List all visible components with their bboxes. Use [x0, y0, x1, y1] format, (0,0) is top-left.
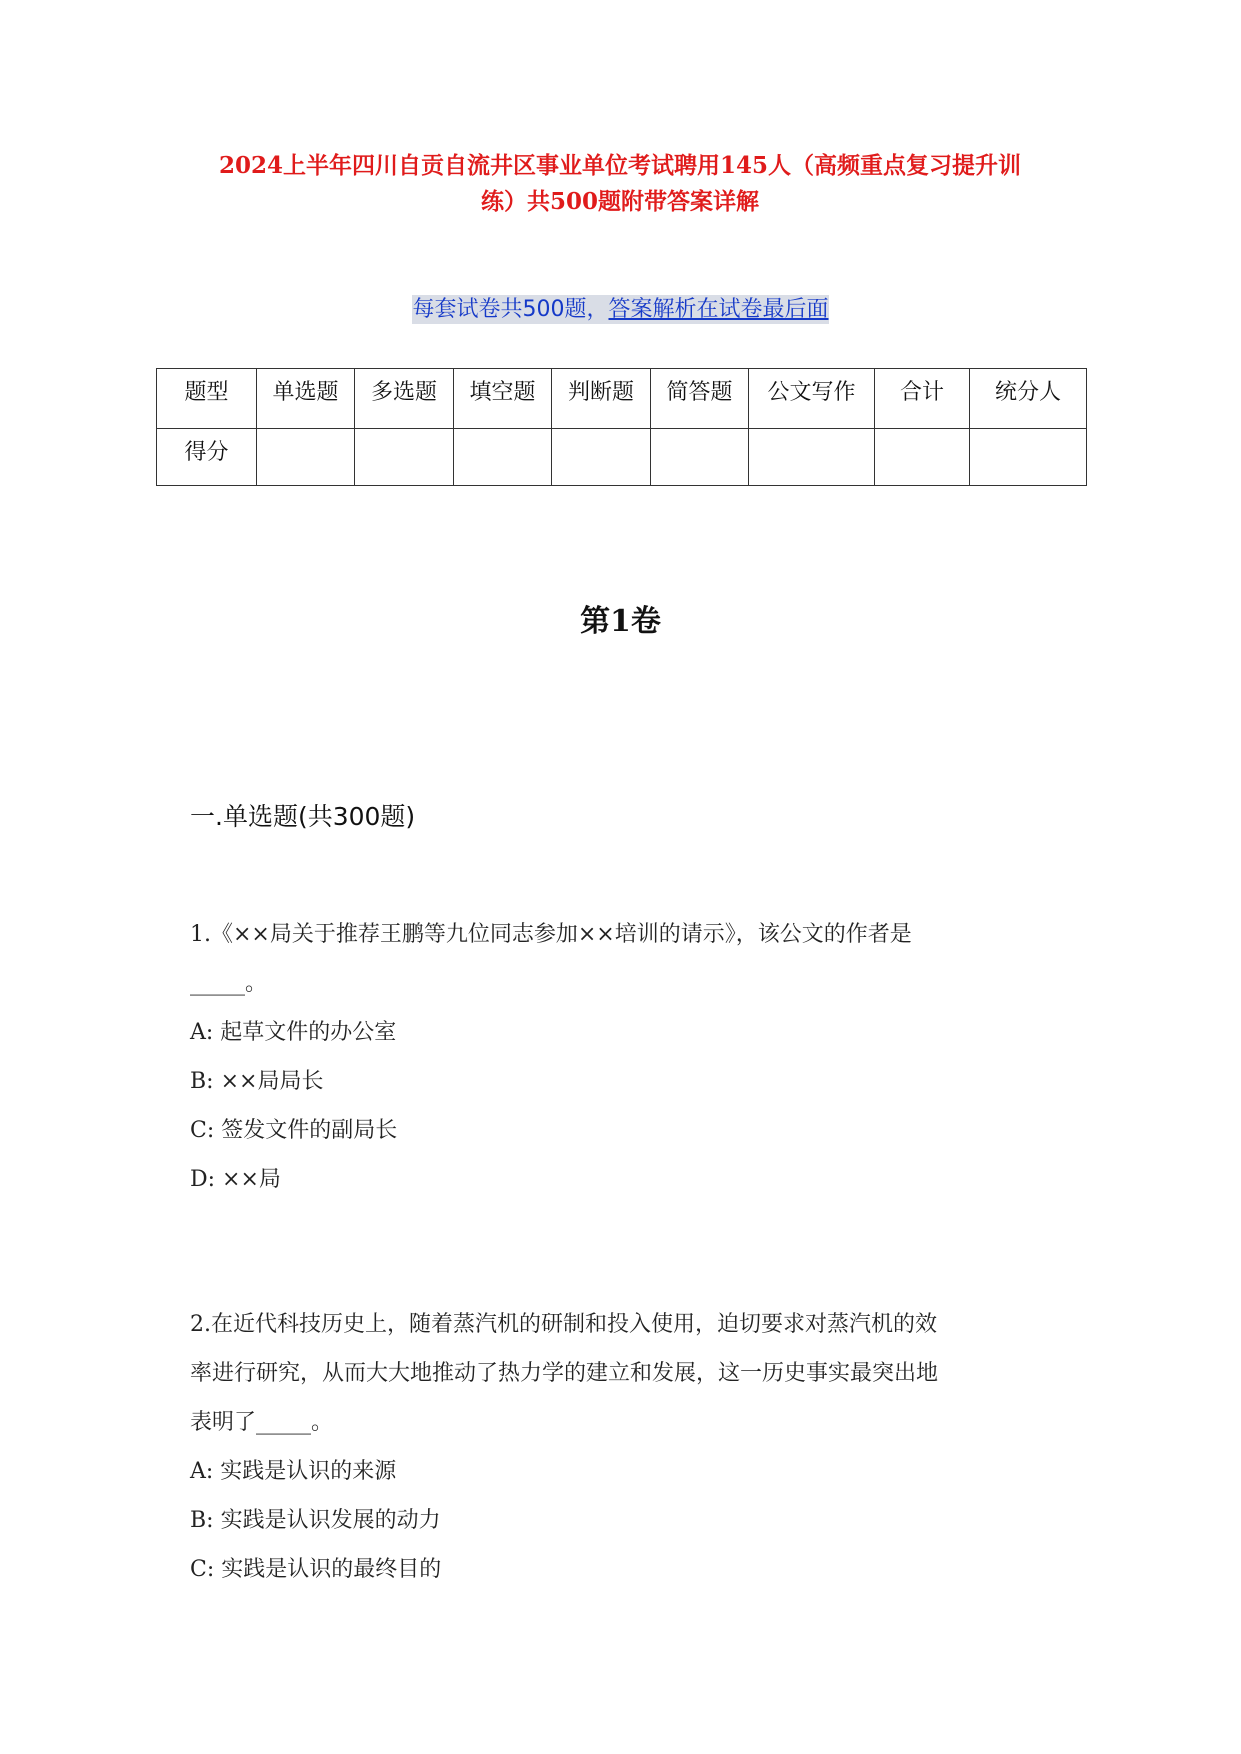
question-2 — [190, 1300, 1060, 1594]
score-header-cell: 简答题 — [651, 369, 749, 429]
score-cell — [257, 429, 355, 486]
score-table-header-row — [157, 369, 1087, 429]
volume-title: 第1卷 — [580, 604, 661, 639]
subtitle — [0, 292, 1241, 323]
score-header-cell: 单选题 — [257, 369, 355, 429]
question-1 — [190, 910, 1060, 1204]
option-b: B: ××局局长 — [190, 1069, 324, 1094]
score-cell — [875, 429, 970, 486]
option-a: A: 起草文件的办公室 — [190, 1020, 397, 1045]
subtitle-text — [412, 295, 828, 324]
score-header-cell: 填空题 — [454, 369, 552, 429]
subtitle-part-2: 答案解析在试卷最后面 — [608, 297, 829, 322]
score-header-cell: 判断题 — [552, 369, 651, 429]
question-stem: 1.《××局关于推荐王鹏等九位同志参加××培训的请示》，该公文的作者是 — [190, 922, 912, 947]
question-stem: 2.在近代科技历史上，随着蒸汽机的研制和投入使用，迫切要求对蒸汽机的效 — [190, 1312, 937, 1337]
question-stem: 表明了_____。 — [190, 1410, 334, 1435]
score-header-cell: 公文写作 — [749, 369, 875, 429]
option-c: C: 实践是认识的最终目的 — [190, 1557, 442, 1582]
question-stem: 率进行研究，从而大大地推动了热力学的建立和发展，这一历史事实最突出地 — [190, 1361, 939, 1386]
score-row-label: 得分 — [157, 429, 257, 486]
score-table-score-row — [157, 429, 1087, 486]
title-line-2: 练）共500题附带答案详解 — [480, 188, 759, 215]
question-stem: _____。 — [190, 971, 268, 996]
score-header-cell: 题型 — [157, 369, 257, 429]
score-cell — [651, 429, 749, 486]
score-cell — [552, 429, 651, 486]
option-a: A: 实践是认识的来源 — [190, 1459, 397, 1484]
option-b: B: 实践是认识发展的动力 — [190, 1508, 441, 1533]
subtitle-part-1: 每套试卷共500题， — [412, 297, 609, 322]
score-cell — [355, 429, 454, 486]
score-header-cell: 统分人 — [970, 369, 1087, 429]
section-title: 一.单选题(共300题) — [190, 802, 416, 831]
title-line-1: 2024上半年四川自贡自流井区事业单位考试聘用145人（高频重点复习提升训 — [218, 152, 1022, 179]
score-cell — [454, 429, 552, 486]
score-header-cell: 合计 — [875, 369, 970, 429]
score-header-cell: 多选题 — [355, 369, 454, 429]
option-c: C: 签发文件的副局长 — [190, 1118, 398, 1143]
score-table — [156, 368, 1087, 486]
score-cell — [749, 429, 875, 486]
option-d: D: ××局 — [190, 1167, 281, 1192]
document-title — [170, 148, 1070, 220]
score-cell — [970, 429, 1087, 486]
